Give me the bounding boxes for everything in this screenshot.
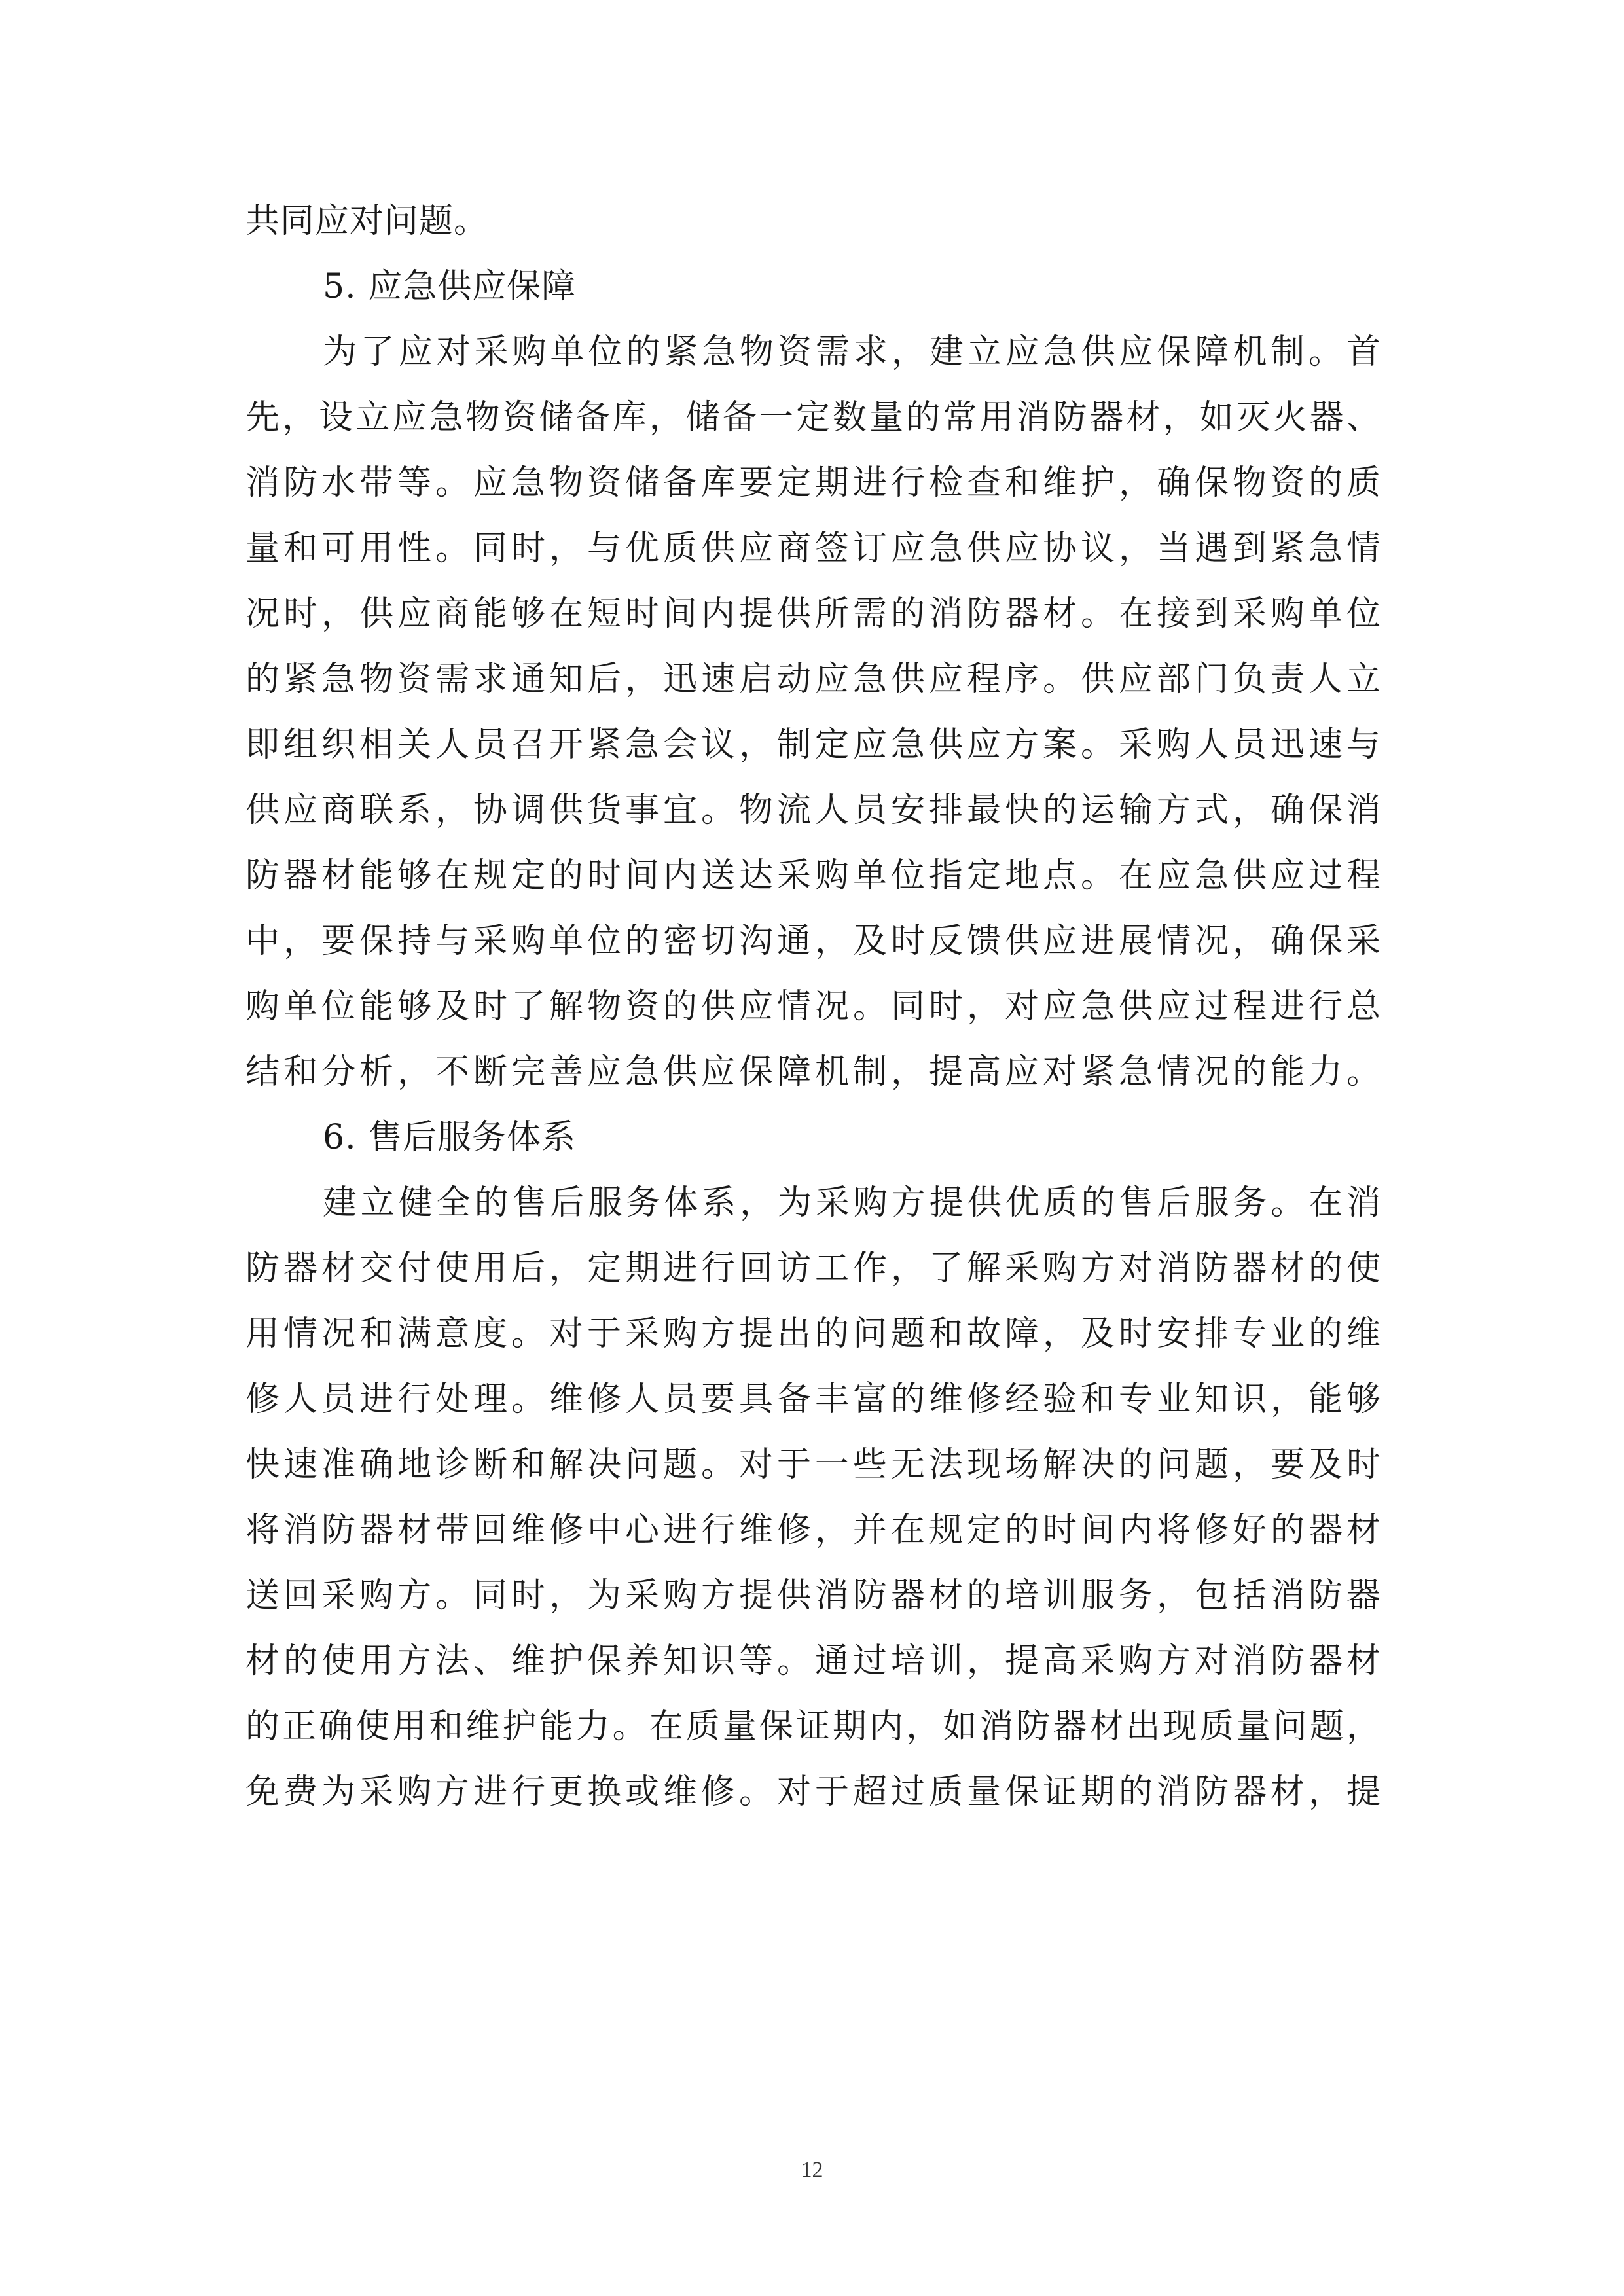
text-line: 共同应对问题。 (245, 202, 489, 241)
text-line: 消防水带等。应急物资储备库要定期进行检查和维护，确保物资的质 (245, 463, 1381, 503)
text-line: 的正确使用和维护能力。在质量保证期内，如消防器材出现质量问题， (245, 1707, 1381, 1746)
text-line: 用情况和满意度。对于采购方提出的问题和故障，及时安排专业的维 (245, 1314, 1381, 1354)
text-line: 材的使用方法、维护保养知识等。通过培训，提高采购方对消防器材 (245, 1641, 1381, 1681)
text-line: 修人员进行处理。维修人员要具备丰富的维修经验和专业知识，能够 (245, 1380, 1381, 1419)
text-line: 为了应对采购单位的紧急物资需求，建立应急供应保障机制。首 (323, 332, 1381, 372)
text-line: 购单位能够及时了解物资的供应情况。同时，对应急供应过程进行总 (245, 987, 1381, 1026)
text-line: 防器材能够在规定的时间内送达采购单位指定地点。在应急供应过程 (245, 856, 1381, 895)
text-line: 中，要保持与采购单位的密切沟通，及时反馈供应进展情况，确保采 (245, 922, 1381, 961)
text-line: 即组织相关人员召开紧急会议，制定应急供应方案。采购人员迅速与 (245, 725, 1381, 764)
text-line: 结和分析，不断完善应急供应保障机制，提高应对紧急情况的能力。 (245, 1052, 1381, 1092)
text-line: 的紧急物资需求通知后，迅速启动应急供应程序。供应部门负责人立 (245, 660, 1381, 699)
text-line: 将消防器材带回维修中心进行维修，并在规定的时间内将修好的器材 (245, 1511, 1381, 1550)
text-line: 免费为采购方进行更换或维修。对于超过质量保证期的消防器材，提 (245, 1772, 1381, 1812)
text-line: 况时，供应商能够在短时间内提供所需的消防器材。在接到采购单位 (245, 594, 1381, 634)
text-line: 量和可用性。同时，与优质供应商签订应急供应协议，当遇到紧急情 (245, 529, 1381, 568)
text-line: 快速准确地诊断和解决问题。对于一些无法现场解决的问题，要及时 (245, 1445, 1381, 1484)
text-line: 防器材交付使用后，定期进行回访工作，了解采购方对消防器材的使 (245, 1249, 1381, 1288)
text-line: 送回采购方。同时，为采购方提供消防器材的培训服务，包括消防器 (245, 1576, 1381, 1615)
page-number: 12 (801, 2158, 823, 2182)
section-heading: 6. 售后服务体系 (323, 1118, 577, 1157)
section-heading: 5. 应急供应保障 (323, 267, 577, 306)
text-line: 先，设立应急物资储备库，储备一定数量的常用消防器材，如灭火器、 (245, 398, 1381, 437)
text-line: 建立健全的售后服务体系，为采购方提供优质的售后服务。在消 (323, 1183, 1381, 1223)
text-line: 供应商联系，协调供货事宜。物流人员安排最快的运输方式，确保消 (245, 791, 1381, 830)
